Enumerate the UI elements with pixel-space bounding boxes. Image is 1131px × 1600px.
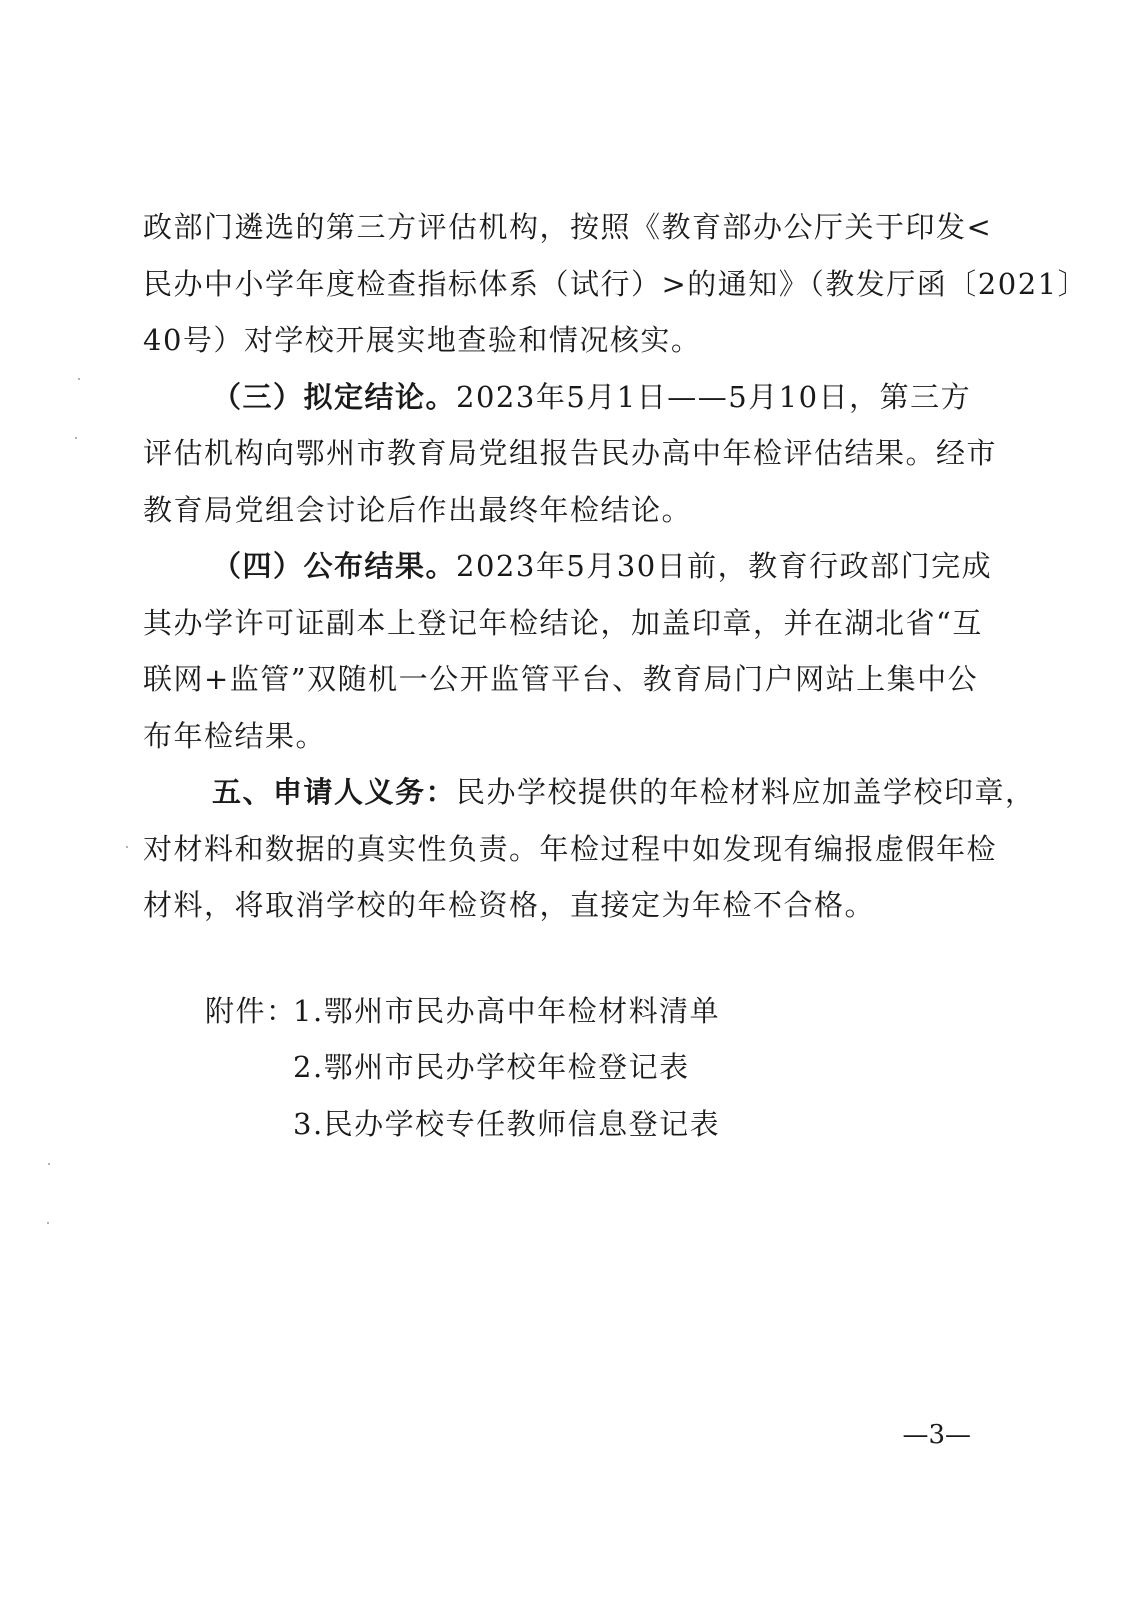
para4-line2: 对材料和数据的真实性负责。年检过程中如发现有编报虚假年检: [143, 832, 998, 866]
para3-line1: [212, 546, 1042, 586]
attachment-item-1: 1.鄂州市民办高中年检材料清单: [293, 994, 721, 1028]
attachment-item-2: 2.鄂州市民办学校年检登记表: [293, 1050, 690, 1084]
para3-line3: 联网+监管”双随机一公开监管平台、教育局门户网站上集中公: [143, 662, 979, 696]
para4-line1-text: 民办学校提供的年检材料应加盖学校印章，: [456, 775, 1036, 809]
para1-line2: 民办中小学年度检查指标体系（试行）>的通知》（教发厅函〔2021〕: [143, 267, 1089, 301]
scan-speck: [47, 1222, 49, 1224]
para4-line3: 材料，将取消学校的年检资格，直接定为年检不合格。: [143, 888, 876, 922]
para2-line1-text: 2023年5月1日——5月10日，第三方: [456, 380, 972, 414]
para1-line3: 40号）对学校开展实地查验和情况核实。: [143, 323, 702, 357]
para4-line1: [212, 772, 1042, 812]
para3-heading: （四）公布结果。: [212, 549, 457, 583]
attachments-label: 附件：: [205, 994, 297, 1028]
para3-line4: 布年检结果。: [143, 719, 327, 753]
page-number: —3—: [902, 1420, 971, 1450]
para4-heading: 五、申请人义务：: [212, 775, 457, 809]
scan-speck: [126, 846, 128, 848]
scan-speck: [78, 378, 80, 380]
para3-line2: 其办学许可证副本上登记年检结论，加盖印章，并在湖北省“互: [143, 606, 983, 640]
para2-line1: [212, 377, 1042, 417]
scan-speck: [75, 437, 77, 439]
attachment-item-3: 3.民办学校专任教师信息登记表: [293, 1107, 721, 1141]
para1-line1: 政部门遴选的第三方评估机构，按照《教育部办公厅关于印发<: [143, 210, 993, 244]
para2-line2: 评估机构向鄂州市教育局党组报告民办高中年检评估结果。经市: [143, 436, 998, 470]
scan-speck: [48, 1163, 50, 1165]
para2-heading: （三）拟定结论。: [212, 380, 457, 414]
para2-line3: 教育局党组会讨论后作出最终年检结论。: [143, 493, 693, 527]
para3-line1-text: 2023年5月30日前，教育行政部门完成: [456, 549, 993, 583]
